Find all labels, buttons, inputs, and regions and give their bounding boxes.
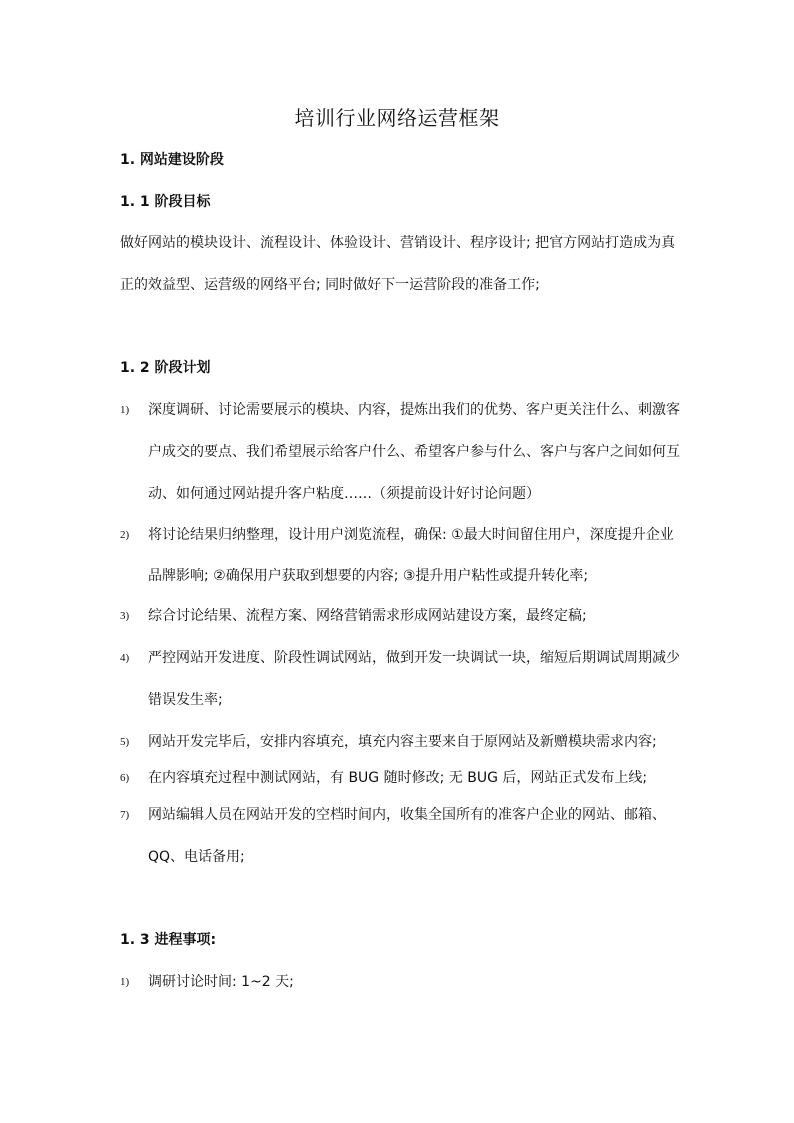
list-item-number: 4) <box>120 652 130 664</box>
list-item-number: 3) <box>120 610 130 622</box>
section-heading-1: 1. 网站建设阶段 <box>120 152 224 168</box>
list-item-number: 1) <box>120 404 130 416</box>
list-item-line: 严控网站开发进度、阶段性调试网站，做到开发一块调试一块，缩短后期调试周期减少 <box>148 650 680 666</box>
list-item-line: 动、如何通过网站提升客户粘度……（须提前设计好讨论问题） <box>148 486 540 502</box>
list-item-line: 将讨论结果归纳整理，设计用户浏览流程，确保: ①最大时间留住用户，深度提升企业 <box>148 527 674 543</box>
list-item-number: 6) <box>120 772 130 784</box>
section-heading-1-2: 1. 2 阶段计划 <box>120 360 211 376</box>
list-item-line: 品牌影响; ②确保用户获取到想要的内容; ③提升用户粘性或提升转化率; <box>148 568 589 584</box>
list-item-line: 户成交的要点、我们希望展示给客户什么、希望客户参与什么、客户与客户之间如何互 <box>148 444 680 460</box>
section-heading-1-1: 1. 1 阶段目标 <box>120 194 211 210</box>
list-item-line: 网站开发完毕后，安排内容填充，填充内容主要来自于原网站及新赠模块需求内容; <box>148 734 657 750</box>
list-item-number: 7) <box>120 809 130 821</box>
document-title: 培训行业网络运营框架 <box>294 106 500 130</box>
goal-paragraph-line-1: 做好网站的模块设计、流程设计、体验设计、营销设计、程序设计; 把官方网站打造成为真 <box>120 235 676 251</box>
list-item-line: QQ、电话备用; <box>148 849 245 865</box>
list-item-line: 错误发生率; <box>148 692 223 708</box>
list-item-number: 2) <box>120 529 130 541</box>
list-item-line: 调研讨论时间: 1~2 天; <box>148 974 294 990</box>
list-item-number: 1) <box>120 976 130 988</box>
list-item-line: 在内容填充过程中测试网站，有 BUG 随时修改; 无 BUG 后，网站正式发布上线; <box>148 770 648 786</box>
list-item-line: 综合讨论结果、流程方案、网络营销需求形成网站建设方案，最终定稿; <box>148 608 587 624</box>
list-item-number: 5) <box>120 736 130 748</box>
goal-paragraph-line-2: 正的效益型、运营级的网络平台; 同时做好下一运营阶段的准备工作; <box>120 277 540 293</box>
list-item-line: 深度调研、讨论需要展示的模块、内容，提炼出我们的优势、客户更关注什么、刺激客 <box>148 402 680 418</box>
section-heading-1-3: 1. 3 进程事项: <box>120 932 217 948</box>
list-item-line: 网站编辑人员在网站开发的空档时间内，收集全国所有的准客户企业的网站、邮箱、 <box>148 807 666 823</box>
